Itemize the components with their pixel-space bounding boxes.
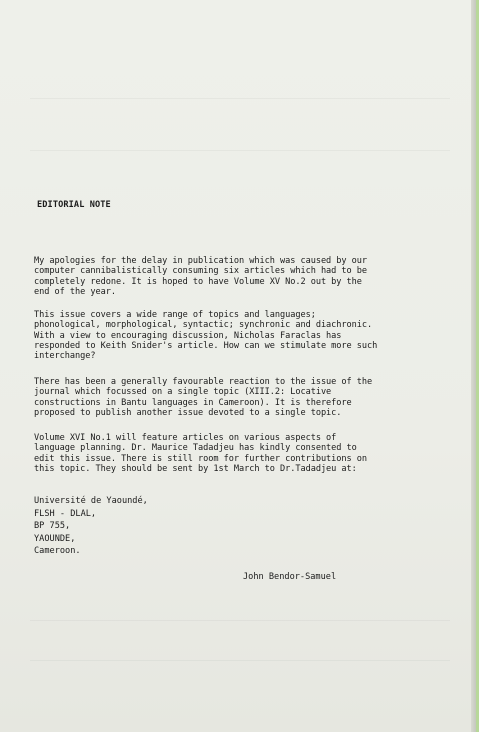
address-line: BP 755, bbox=[34, 521, 71, 532]
editorial-note-heading: EDITORIAL NOTE bbox=[37, 200, 111, 210]
paragraph-line: There has been a generally favourable reaction to the issue of the bbox=[34, 377, 373, 387]
paragraph-line: constructions in Bantu languages in Cameroon). It is therefore bbox=[34, 397, 352, 408]
paragraph-line: language planning. Dr. Maurice Tadadjeu has kindly consented to bbox=[34, 443, 357, 454]
paragraph-line: This issue covers a wide range of topics and languages; bbox=[34, 310, 316, 320]
paragraph-line: phonological, morphological, syntactic; synchronic and diachronic. bbox=[34, 320, 373, 331]
paragraph-line: proposed to publish another issue devoted to a single topic. bbox=[34, 407, 342, 418]
paragraph-line: this topic. They should be sent by 1st March to Dr.Tadadjeu at: bbox=[34, 463, 357, 474]
paragraph-apologies bbox=[34, 256, 452, 297]
paragraph-reaction bbox=[34, 377, 452, 418]
paragraph-line: completely redone. It is hoped to have Volume XV No.2 out by the bbox=[34, 276, 362, 287]
paragraph-line: responded to Keith Snider's article. How can we stimulate more such bbox=[34, 340, 378, 351]
paragraph-line: Volume XVI No.1 will feature articles on various aspects of bbox=[34, 433, 337, 443]
mailing-address bbox=[34, 495, 148, 558]
paragraph-line: With a view to encouraging discussion, Nicholas Faraclas has bbox=[34, 330, 342, 341]
address-line: Cameroon. bbox=[34, 546, 81, 557]
address-line: FLSH - DLAL, bbox=[34, 508, 97, 519]
paragraph-line: edit this issue. There is still room for further contributions on bbox=[34, 453, 368, 464]
address-line: YAOUNDE, bbox=[34, 533, 76, 544]
paragraph-line: end of the year. bbox=[34, 286, 116, 297]
paragraph-line: computer cannibalistically consuming six articles which had to be bbox=[34, 266, 368, 277]
paragraph-line: interchange? bbox=[34, 351, 96, 362]
signature: John Bendor-Samuel bbox=[243, 572, 337, 582]
paragraph-line: journal which focussed on a single topic (XIII.2: Locative bbox=[34, 387, 332, 398]
paragraph-line: My apologies for the delay in publication which was caused by our bbox=[34, 256, 368, 266]
paragraph-topics bbox=[34, 310, 452, 361]
address-line: Université de Yaoundé, bbox=[34, 496, 148, 506]
paragraph-volume-xvi bbox=[34, 433, 452, 474]
